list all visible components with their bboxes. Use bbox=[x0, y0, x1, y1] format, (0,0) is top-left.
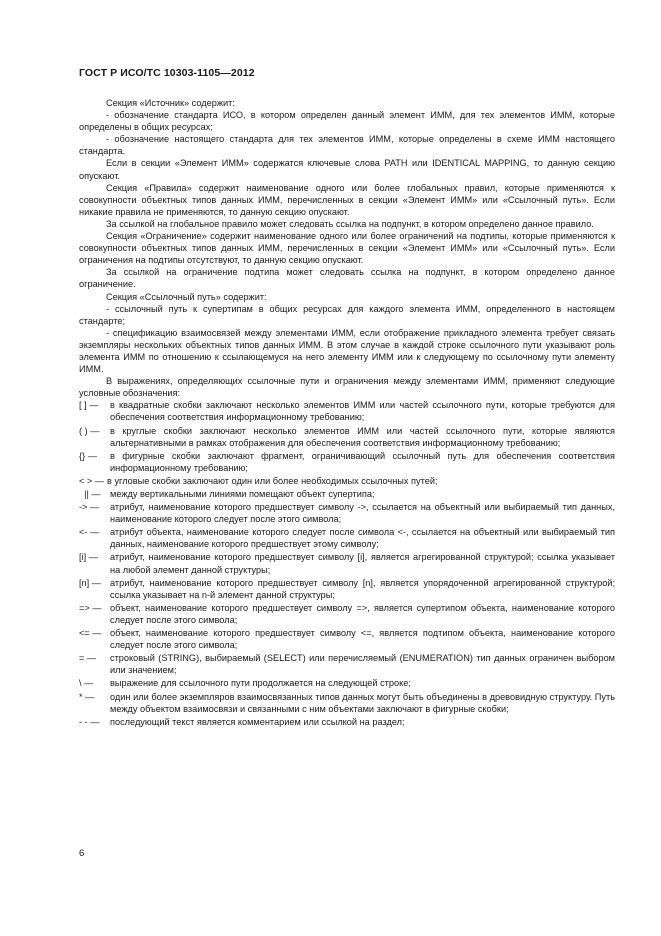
definition-symbol: \ — bbox=[79, 678, 94, 689]
paragraph: За ссылкой на глобальное правило может следовать ссылка на подпункт, в котором определено данное правило. bbox=[106, 218, 594, 229]
definition-text: объект, наименование которого предшествует символу =>, является супертипом объекта, наименование которого следует после этого символа; bbox=[110, 602, 615, 625]
definition-text: в угловые скобки заключают один или более необходимых ссылочных путей; bbox=[107, 475, 438, 486]
paragraph: Если в секции «Элемент ИММ» содержатся ключевые слова PATH или IDENTICAL MAPPING, то данную секцию опускают. bbox=[79, 158, 615, 181]
definition-item bbox=[79, 652, 615, 676]
definition-symbol: < > — bbox=[79, 475, 105, 486]
definition-symbol: => — bbox=[79, 602, 102, 613]
document-body bbox=[79, 97, 615, 729]
definition-symbol: {} — bbox=[79, 450, 97, 461]
definition-item bbox=[79, 425, 615, 449]
definition-text: атрибут, наименование которого предшествует символу [i], является агрегированной структурой; ссылка указывает на любой элемент данной структуры; bbox=[110, 552, 615, 575]
paragraph: В выражениях, определяющих ссылочные пути и ограничения между элементами ИММ, применяют следующие условные обозначения: bbox=[79, 376, 615, 399]
definition-symbol: <= — bbox=[79, 628, 102, 639]
definition-text: в фигурные скобки заключают фрагмент, ограничивающий ссылочный путь для обеспечения соответствия информационному требованию; bbox=[110, 450, 615, 473]
definition-item bbox=[79, 450, 615, 474]
definition-symbol: || — bbox=[79, 489, 101, 499]
paragraph: - спецификацию взаимосвязей между элементами ИММ, если отображение прикладного элемента требует связать экземпляры нескольких объектных типов данных ИММ. В этом случае в каждой строке ссылочного пути указывают роль элемента ИММ по отношению к ссылающемуся на него элементу ИММ или к следующему по ссылочному пути элементу ИММ. bbox=[79, 327, 615, 375]
definition-symbol: * — bbox=[79, 691, 95, 702]
definition-symbol: - - — bbox=[79, 716, 100, 727]
definition-item bbox=[79, 551, 615, 575]
definition-item bbox=[79, 399, 615, 423]
definition-symbol: [ ] — bbox=[79, 400, 99, 411]
definition-symbol: [n] — bbox=[79, 577, 101, 588]
definition-symbol: [i] — bbox=[79, 552, 98, 563]
paragraph: Секция «Источник» содержит: bbox=[106, 98, 235, 108]
definition-text: выражение для ссылочного пути продолжается на следующей строке; bbox=[110, 678, 411, 689]
definition-item bbox=[79, 627, 615, 651]
paragraph: Секция «Ограничение» содержит наименование одного или более ограничений на подтипы, которые применяются к совокупности объектных типов данных ИММ, перечисленных в секции «Элемент ИММ» или «Ссылочный путь». Если ограничения на подтипы отсутствуют, то данную секцию опускают. bbox=[79, 231, 615, 266]
paragraph: - ссылочный путь к супертипам в общих ресурсах для каждого элемента ИММ, определенного в настоящем стандарте; bbox=[79, 303, 615, 326]
definition-item bbox=[79, 602, 615, 626]
page-number: 6 bbox=[79, 848, 85, 859]
definition-text: последующий текст является комментарием или ссылкой на раздел; bbox=[110, 716, 405, 727]
paragraph: - обозначение стандарта ИСО, в котором определен данный элемент ИММ, для тех элементов ИММ, которые определены в общих ресурсах; bbox=[79, 110, 615, 133]
definition-text: объект, наименование которого предшествует символу <=, является подтипом объекта, наименование которого следует после этого символа; bbox=[110, 628, 615, 651]
definition-text: между вертикальными линиями помещают объект супертипа; bbox=[110, 489, 375, 499]
definition-item bbox=[79, 475, 615, 487]
definition-symbol: <- — bbox=[79, 527, 100, 538]
definition-item bbox=[79, 716, 615, 728]
definition-text: атрибут, наименование которого предшествует символу [n], является упорядоченной агрегированной структурой; ссылка указывает на n-й элемент данной структуры; bbox=[110, 577, 615, 600]
definition-item bbox=[79, 488, 615, 500]
document-header: ГОСТ Р ИСО/ТС 10303-1105—2012 bbox=[79, 67, 255, 79]
definition-text: в круглые скобки заключают несколько элементов ИММ или частей ссылочного пути, которые являются альтернативными в рамках отображения для обеспечения соответствия информационному требованию; bbox=[110, 425, 615, 448]
paragraph: За ссылкой на ограничение подтипа может следовать ссылка на подпункт, в котором определено данное ограничение. bbox=[79, 267, 615, 290]
paragraph: - обозначение настоящего стандарта для тех элементов ИММ, которые определены в схеме ИММ настоящего стандарта. bbox=[79, 134, 615, 157]
definition-symbol: = — bbox=[79, 653, 97, 664]
paragraph: Секция «Ссылочный путь» содержит: bbox=[106, 291, 267, 302]
definition-item bbox=[79, 691, 615, 715]
paragraph: Секция «Правила» содержит наименование одного или более глобальных правил, которые применяются к совокупности объектных типов данных ИММ, перечисленных в секции «Элемент ИММ» или «Ссылочный путь». Если никакие правила не применяются, то данную секцию опускают. bbox=[79, 182, 615, 217]
definition-symbol: -> — bbox=[79, 502, 100, 513]
symbol-definitions bbox=[79, 399, 615, 727]
definition-text: строковый (STRING), выбираемый (SELECT) или перечисляемый (ENUMERATION) тип данных ограничен выбором или значением; bbox=[110, 653, 615, 676]
definition-text: атрибут объекта, наименование которого следует после символа <-, ссылается на объектный или выбираемый тип данных, наименование которого предшествует этому символу; bbox=[110, 527, 615, 550]
definition-text: атрибут, наименование которого предшествует символу ->, ссылается на объектный или выбираемый тип данных, наименование которого следует после этого символа; bbox=[110, 502, 615, 525]
definition-symbol: ( ) — bbox=[79, 425, 100, 436]
definition-item bbox=[79, 526, 615, 550]
definition-item bbox=[79, 577, 615, 601]
definition-item bbox=[79, 677, 615, 689]
definition-item bbox=[79, 501, 615, 525]
definition-text: один или более экземпляров взаимосвязанных типов данных могут быть объединены в древовидную структуру. Путь между объектом взаимосвязи и связанными с ним объектами заключают в фигурные скобки; bbox=[110, 691, 615, 714]
definition-text: в квадратные скобки заключают несколько элементов ИММ или частей ссылочного пути, которые требуются для обеспечения соответствия информационному требованию; bbox=[110, 400, 615, 423]
